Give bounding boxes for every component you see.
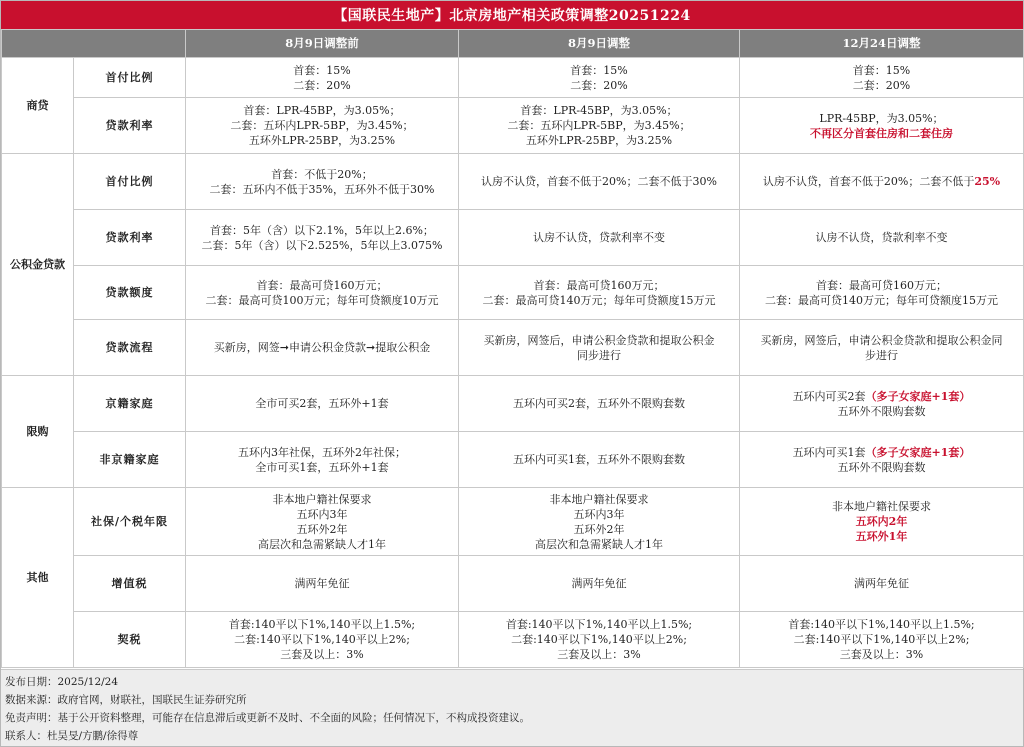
table-row [2, 98, 1024, 154]
cell-before: 首套：最高可贷160万元； 二套：最高可贷100万元；每年可贷额度10万元 [186, 266, 459, 320]
cell-dec24: 五环内可买1套（多子女家庭+1套） 五环外不限购套数 [740, 432, 1024, 488]
cell-aug9: 首套：15% 二套：20% [459, 58, 740, 98]
row-label: 非京籍家庭 [74, 432, 186, 488]
category-commercial: 商贷 [2, 58, 74, 154]
cell-dec24: 首套：15% 二套：20% [740, 58, 1024, 98]
highlight-text: （多子女家庭+1套） [865, 389, 971, 403]
header-blank [2, 30, 186, 58]
cell-dec24: 买新房，网签后，申请公积金贷款和提取公积金同 步进行 [740, 320, 1024, 376]
cell-aug9: 首套：最高可贷160万元； 二套：最高可贷140万元；每年可贷额度15万元 [459, 266, 740, 320]
category-provident: 公积金贷款 [2, 154, 74, 376]
highlight-text: 不再区分首套住房和二套住房 [810, 126, 953, 140]
cell-before: 非本地户籍社保要求 五环内3年 五环外2年 高层次和急需紧缺人才1年 [186, 488, 459, 556]
table-row [2, 556, 1024, 612]
table-row [2, 154, 1024, 210]
category-restriction: 限购 [2, 376, 74, 488]
cell-before: 首套：15% 二套：20% [186, 58, 459, 98]
highlight-text: （多子女家庭+1套） [865, 445, 971, 459]
cell-before: 首套：不低于20%； 二套：五环内不低于35%，五环外不低于30% [186, 154, 459, 210]
highlight-text: 五环外1年 [855, 530, 908, 543]
cell-aug9: 买新房，网签后，申请公积金贷款和提取公积金 同步进行 [459, 320, 740, 376]
cell-aug9: 五环内可买1套，五环外不限购套数 [459, 432, 740, 488]
category-other: 其他 [2, 488, 74, 668]
row-label: 首付比例 [74, 154, 186, 210]
cell-aug9: 认房不认贷，贷款利率不变 [459, 210, 740, 266]
cell-aug9: 首套：LPR-45BP，为3.05%； 二套：五环内LPR-5BP，为3.45%； 五环外LPR-25BP，为3.25% [459, 98, 740, 154]
cell-dec24: LPR-45BP，为3.05%； 不再区分首套住房和二套住房 [740, 98, 1024, 154]
cell-before: 满两年免征 [186, 556, 459, 612]
cell-before: 首套：LPR-45BP，为3.05%； 二套：五环内LPR-5BP，为3.45%； 五环外LPR-25BP，为3.25% [186, 98, 459, 154]
table-header-row [2, 30, 1024, 58]
cell-dec24: 首套:140平以下1%,140平以上1.5%; 二套:140平以下1%,140平以上2%; 三套及以上：3% [740, 612, 1024, 668]
row-label: 贷款利率 [74, 98, 186, 154]
row-label: 首付比例 [74, 58, 186, 98]
header-aug9: 8月9日调整 [459, 30, 740, 58]
table-row [2, 210, 1024, 266]
table-row [2, 58, 1024, 98]
cell-dec24: 认房不认贷，首套不低于20%；二套不低于25% [740, 154, 1024, 210]
row-label: 社保/个税年限 [74, 488, 186, 556]
cell-dec24: 非本地户籍社保要求 五环内2年 五环外1年 [740, 488, 1024, 556]
cell-before: 买新房，网签➞申请公积金贷款➞提取公积金 [186, 320, 459, 376]
cell-before: 五环内3年社保，五环外2年社保； 全市可买1套，五环外+1套 [186, 432, 459, 488]
table-row [2, 376, 1024, 432]
cell-aug9: 五环内可买2套，五环外不限购套数 [459, 376, 740, 432]
cell-before: 首套：5年（含）以下2.1%，5年以上2.6%； 二套：5年（含）以下2.525%，5年以上3.075% [186, 210, 459, 266]
cell-aug9: 满两年免征 [459, 556, 740, 612]
footer-notes [1, 669, 1023, 746]
cell-dec24: 五环内可买2套（多子女家庭+1套） 五环外不限购套数 [740, 376, 1024, 432]
row-label: 贷款额度 [74, 266, 186, 320]
cell-dec24: 认房不认贷，贷款利率不变 [740, 210, 1024, 266]
table-row [2, 488, 1024, 556]
policy-table [1, 29, 1024, 668]
data-source: 数据来源：政府官网，财联社，国联民生证券研究所 [5, 694, 247, 706]
table-row [2, 432, 1024, 488]
cell-aug9: 认房不认贷，首套不低于20%；二套不低于30% [459, 154, 740, 210]
disclaimer: 免责声明：基于公开资料整理，可能存在信息滞后或更新不及时、不全面的风险；任何情况下，不构成投资建议。 [5, 712, 530, 724]
row-label: 贷款流程 [74, 320, 186, 376]
highlight-text: 25% [974, 175, 1001, 188]
table-row [2, 612, 1024, 668]
row-label: 增值税 [74, 556, 186, 612]
cell-dec24: 满两年免征 [740, 556, 1024, 612]
header-before: 8月9日调整前 [186, 30, 459, 58]
contact: 联系人：杜昊旻/方鹏/徐得尊 [5, 730, 139, 742]
highlight-text: 五环内2年 [855, 515, 908, 528]
table-row [2, 266, 1024, 320]
cell-before: 全市可买2套，五环外+1套 [186, 376, 459, 432]
publish-date: 发布日期：2025/12/24 [5, 676, 119, 688]
cell-aug9: 首套:140平以下1%,140平以上1.5%; 二套:140平以下1%,140平以上2%; 三套及以上：3% [459, 612, 740, 668]
row-label: 契税 [74, 612, 186, 668]
cell-dec24: 首套：最高可贷160万元； 二套：最高可贷140万元；每年可贷额度15万元 [740, 266, 1024, 320]
table-row [2, 320, 1024, 376]
row-label: 贷款利率 [74, 210, 186, 266]
cell-before: 首套:140平以下1%,140平以上1.5%; 二套:140平以下1%,140平以上2%; 三套及以上：3% [186, 612, 459, 668]
page-title: 【国联民生地产】北京房地产相关政策调整20251224 [1, 1, 1023, 29]
row-label: 京籍家庭 [74, 376, 186, 432]
cell-aug9: 非本地户籍社保要求 五环内3年 五环外2年 高层次和急需紧缺人才1年 [459, 488, 740, 556]
header-dec24: 12月24日调整 [740, 30, 1024, 58]
